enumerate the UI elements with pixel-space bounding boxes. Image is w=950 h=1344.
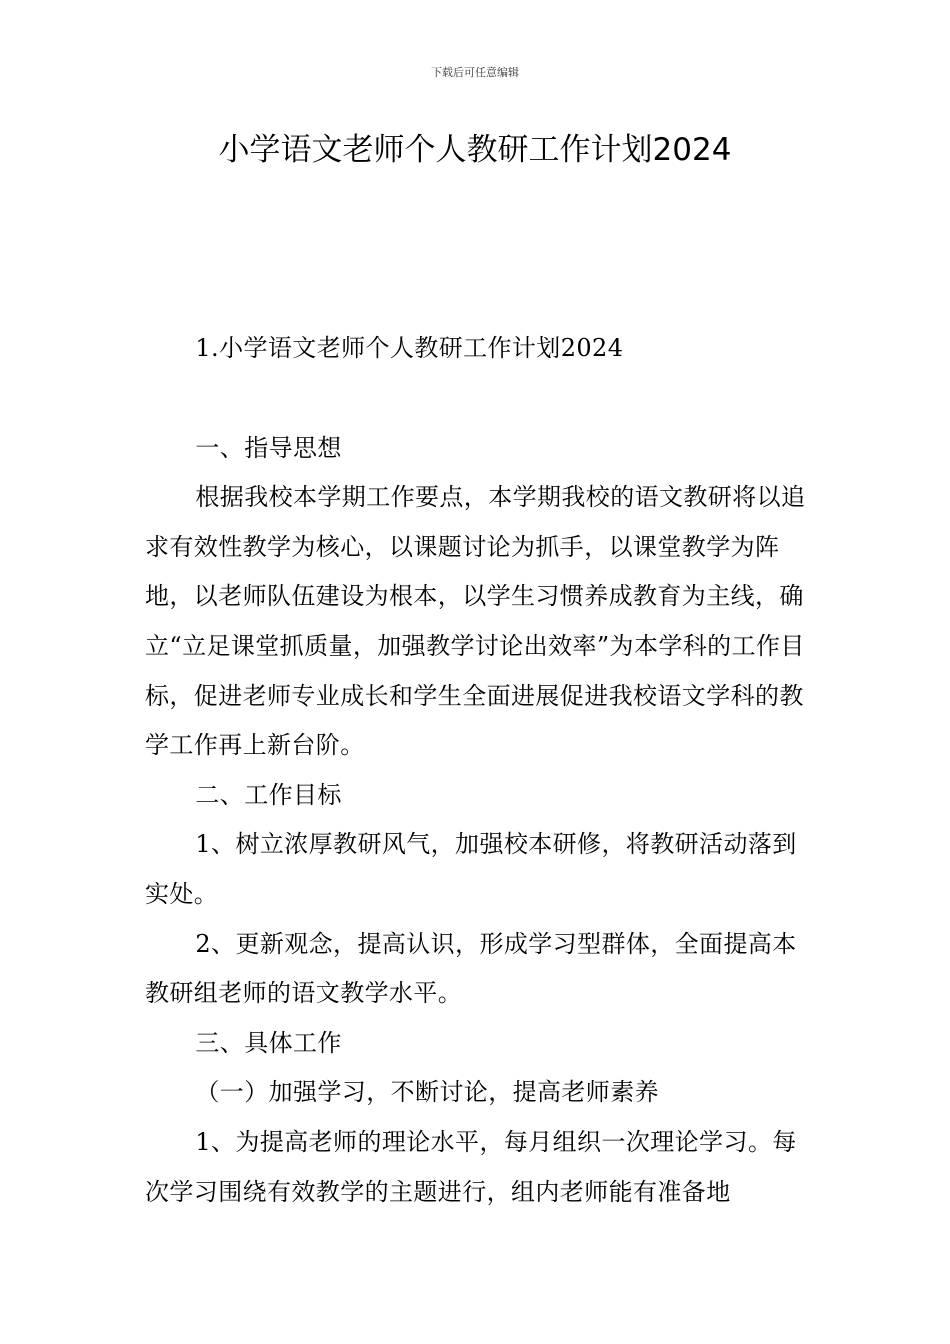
section-heading-item: 1.小学语文老师个人教研工作计划2024: [195, 334, 624, 362]
body-paragraph: 1、为提高老师的理论水平，每月组织一次理论学习。每次学习围绕有效教学的主题进行，组内老师能有准备地: [145, 1127, 797, 1206]
body-paragraph: 1、树立浓厚教研风气，加强校本研修，将教研活动落到实处。: [145, 830, 797, 908]
section-heading: 三、具体工作: [195, 1028, 342, 1057]
section-heading: 一、指导思想: [195, 433, 342, 462]
document-title: 小学语文老师个人教研工作计划2024: [218, 132, 732, 168]
subsection-heading: （一）加强学习，不断讨论，提高老师素养: [195, 1078, 659, 1107]
body-paragraph: 根据我校本学期工作要点，本学期我校的语文教研将以追求有效性教学为核心，以课题讨论为抓手，以课堂教学为阵地，以老师队伍建设为根本，以学生习惯养成教育为主线，确立“立足课堂抓质量，加强教学讨论出效率”为本学科的工作目标，促进老师专业成长和学生全面进展促进我校语文学科的教学工作再上新台阶。: [145, 483, 806, 760]
page-header-note: 下载后可任意编辑: [431, 66, 519, 79]
section-heading: 二、工作目标: [195, 780, 342, 809]
document-body: [145, 324, 810, 1217]
body-paragraph: 2、更新观念，提高认识，形成学习型群体，全面提高本教研组老师的语文教学水平。: [145, 929, 797, 1008]
